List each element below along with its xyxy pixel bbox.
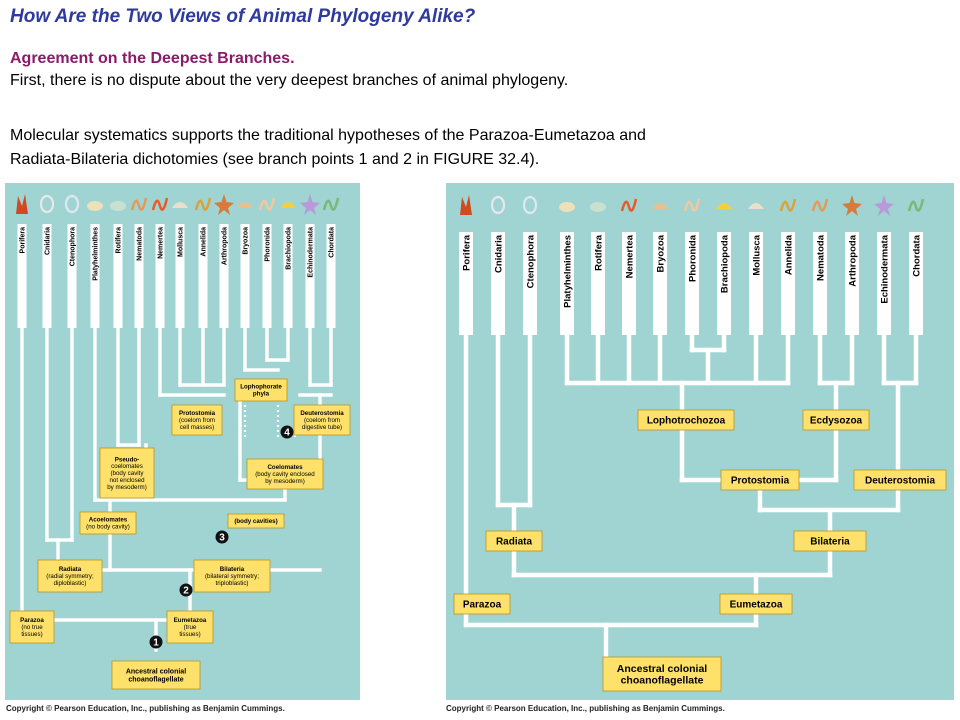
taxon-label: Echinodermata: [879, 235, 891, 304]
section-heading: Agreement on the Deepest Branches.: [10, 50, 295, 67]
box-protostomia-text: Protostomia: [178, 410, 216, 418]
paragraph-2-line-1: Molecular systematics supports the traditional hypotheses of the Parazoa-Eumetazoa and: [10, 127, 646, 144]
taxon-label: Phoronida: [264, 227, 272, 262]
box-body-cavities-text: (body cavities): [234, 518, 278, 526]
box-coelomates-text: (body cavity enclosed: [255, 471, 315, 479]
taxon-label: Nemertea: [624, 235, 636, 279]
box-ancestor-right-text: choanoflagellate: [620, 674, 704, 687]
taxon-label: Nemertea: [157, 227, 165, 259]
taxon-label: Chordata: [911, 235, 923, 277]
taxon-label: Nematoda: [136, 227, 144, 261]
box-eumetazoa-text: Eumetazoa: [729, 599, 783, 611]
box-radiata-text: Radiata: [495, 536, 533, 548]
box-bilateria-text: triploblastic): [215, 580, 249, 588]
taxon-label: Mollusca: [177, 227, 185, 257]
taxon-label: Annelida: [783, 235, 795, 276]
taxon-label: Echinodermata: [307, 227, 315, 278]
box-deuterostomia-text: Deuterostomia: [864, 475, 936, 487]
box-radiata-text: diploblastic): [53, 580, 87, 588]
box-eumetazoa-text: Eumetazoa: [173, 617, 207, 625]
box-parazoa-text: Parazoa: [462, 599, 502, 611]
taxon-label: Ctenophora: [525, 235, 537, 289]
taxon-label: Platyhelminthes: [92, 227, 100, 281]
taxon-label: Porifera: [461, 235, 473, 271]
box-ecdysozoa-text: Ecdysozoa: [809, 415, 863, 427]
taxon-label: Phoronida: [687, 235, 699, 282]
box-radiata-text: (radial symmetry;: [46, 573, 94, 581]
box-parazoa-text: Parazoa: [20, 617, 44, 625]
box-protostomia-text: cell masses): [179, 424, 215, 432]
taxon-label: Bryozoa: [242, 227, 250, 255]
box-pseudocoelomates-text: coelomates: [111, 463, 143, 471]
box-lophophorate-text: phyla: [252, 390, 270, 398]
organism-icon: [590, 202, 606, 212]
taxon-label: Brachiopoda: [285, 227, 293, 270]
taxon-label: Annelida: [200, 227, 208, 257]
box-pseudocoelomates-text: not enclosed: [109, 477, 145, 485]
box-parazoa-text: (no true: [21, 624, 43, 632]
branch-point-number: 3: [219, 532, 225, 544]
box-pseudocoelomates-text: (body cavity: [110, 470, 144, 478]
box-protostomia-text: (coelom from: [178, 417, 216, 425]
copyright-left: Copyright © Pearson Education, Inc., publishing as Benjamin Cummings.: [6, 704, 285, 713]
box-coelomates-text: by mesoderm): [265, 478, 305, 486]
taxon-label: Platyhelminthes: [562, 235, 574, 308]
taxon-label: Brachiopoda: [719, 235, 731, 294]
taxon-label: Porifera: [19, 227, 27, 254]
box-ancestor-left-text: choanoflagellate: [128, 676, 184, 684]
box-lophotrochozoa-text: Lophotrochozoa: [646, 415, 726, 427]
box-protostomia-text: Protostomia: [730, 475, 790, 487]
paragraph-2-line-2: Radiata-Bilateria dichotomies (see branch points 1 and 2 in FIGURE 32.4).: [10, 151, 540, 168]
box-pseudocoelomates-text: by mesoderm): [107, 484, 147, 492]
box-acoelomates-text: (no body cavity): [86, 523, 130, 531]
taxon-label: Mollusca: [751, 235, 763, 276]
taxon-label: Nematoda: [815, 235, 827, 281]
box-pseudocoelomates-text: Pseudo-: [114, 456, 140, 464]
copyright-right: Copyright © Pearson Education, Inc., publishing as Benjamin Cummings.: [446, 704, 725, 713]
paragraph-1: First, there is no dispute about the very deepest branches of animal phylogeny.: [10, 72, 569, 89]
page-title: How Are the Two Views of Animal Phylogeny Alike?: [10, 6, 476, 27]
box-parazoa-text: tissues): [21, 631, 43, 639]
box-bilateria-text: Bilateria: [810, 536, 850, 548]
branch-point-number: 4: [284, 427, 290, 439]
box-bilateria-text: (bilateral symmetry;: [205, 573, 259, 581]
box-ancestor-right-text: Ancestral colonial: [616, 662, 708, 675]
organism-icon: [559, 202, 575, 212]
taxon-label: Arthropoda: [847, 235, 859, 287]
taxon-label: Cnidaria: [493, 235, 505, 274]
box-radiata-text: Radiata: [58, 566, 82, 574]
branch-point-number: 2: [183, 585, 189, 597]
box-eumetazoa-text: tissues): [179, 631, 201, 639]
taxon-label: Arthropoda: [221, 227, 229, 266]
box-deuterostomia-text: Deuterostomia: [300, 410, 344, 418]
box-deuterostomia-text: (coelom from: [303, 417, 341, 425]
taxon-label: Chordata: [328, 227, 336, 258]
box-deuterostomia-text: digestive tube): [301, 424, 343, 432]
box-coelomates-text: Coelomates: [267, 464, 303, 472]
box-ancestor-left-text: Ancestral colonial: [125, 668, 187, 676]
box-acoelomates-text: Acoelomates: [88, 516, 128, 524]
taxon-label: Rotifera: [115, 227, 123, 254]
taxon-label: Ctenophora: [69, 227, 77, 267]
taxon-label: Cnidaria: [44, 227, 52, 256]
branch-point-number: 1: [153, 637, 159, 649]
box-bilateria-text: Bilateria: [219, 566, 245, 574]
taxon-label: Bryozoa: [655, 235, 667, 273]
box-eumetazoa-text: (true: [183, 624, 197, 632]
box-lophophorate-text: Lophophorate: [240, 383, 282, 391]
taxon-label: Rotifera: [593, 235, 605, 271]
